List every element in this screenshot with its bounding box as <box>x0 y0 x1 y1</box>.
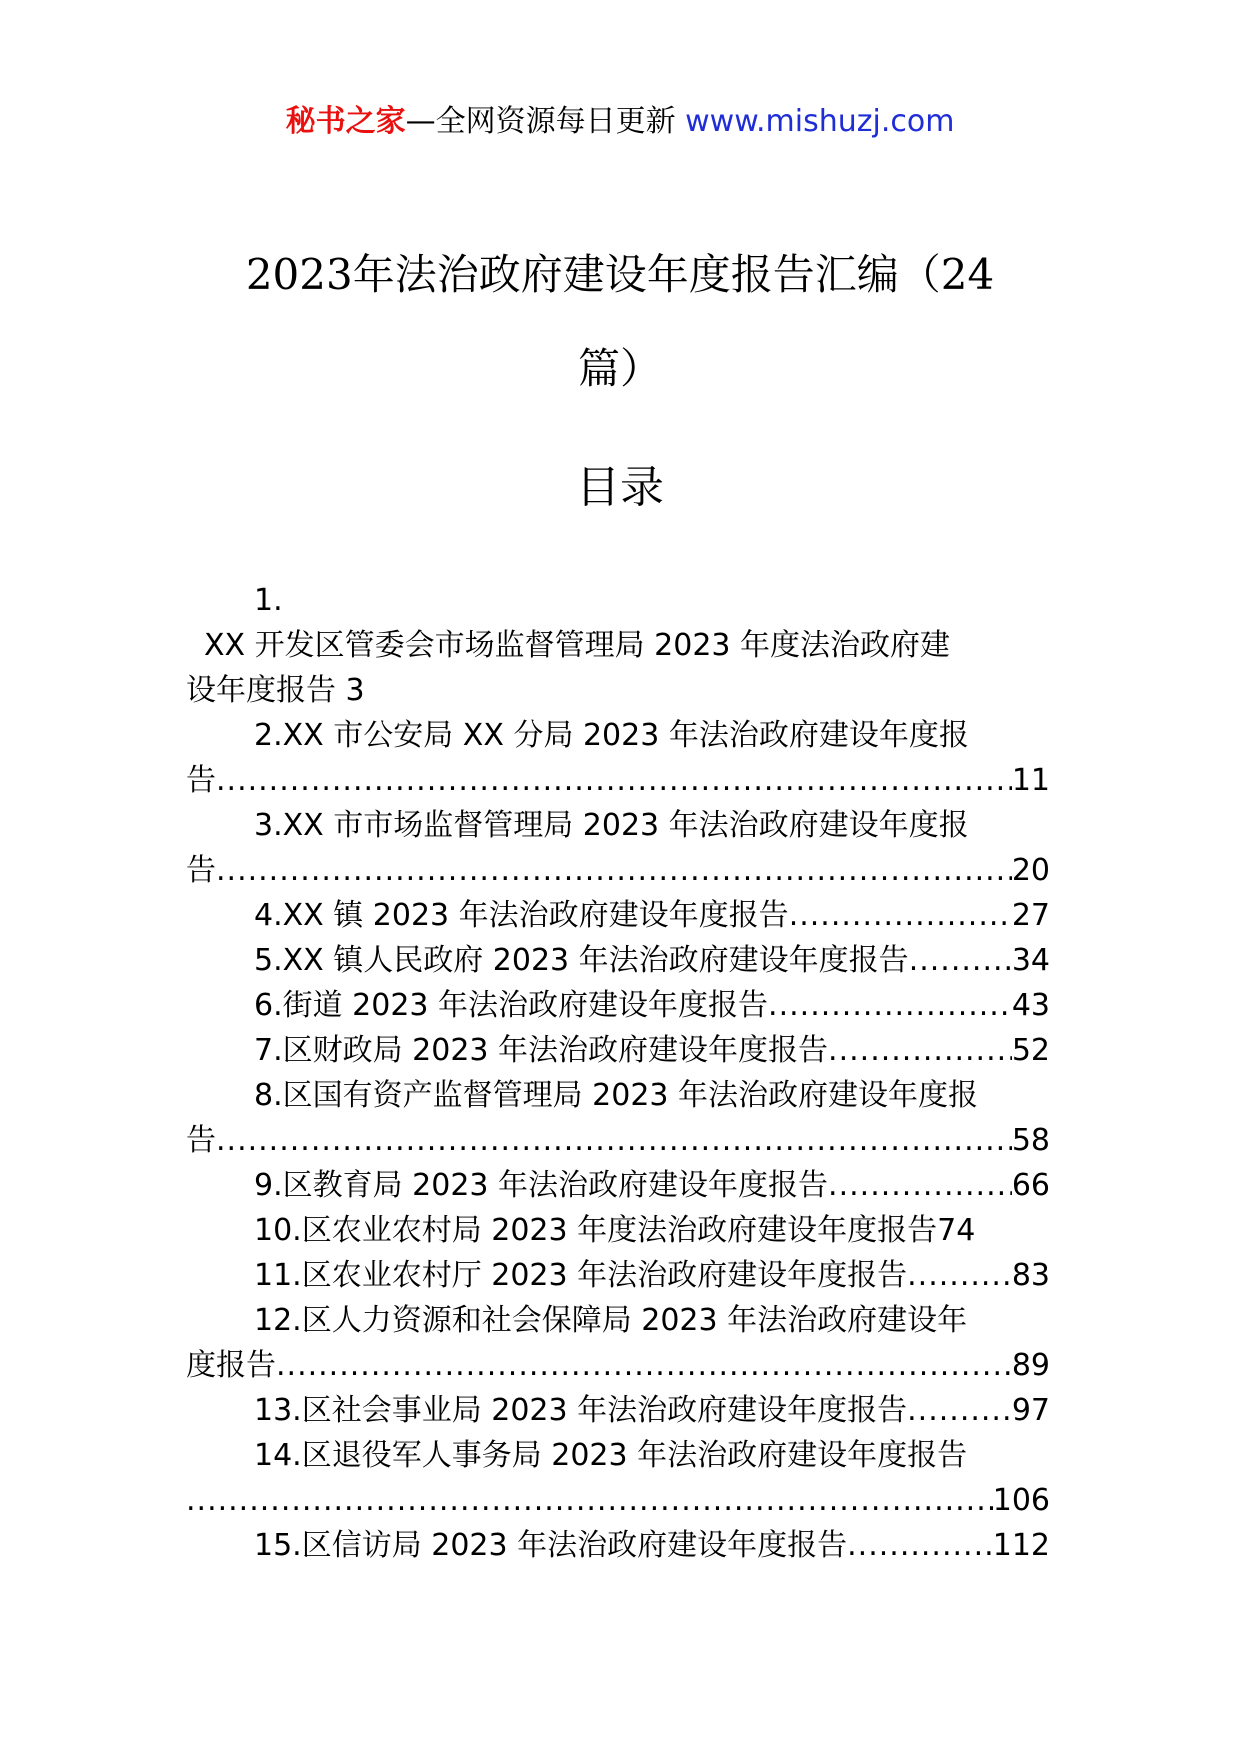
title-line-2: 篇） <box>577 344 662 393</box>
toc-page-number: 106 <box>992 1483 1050 1518</box>
toc-entry-number: 1. <box>254 583 283 618</box>
toc-page-number: 112 <box>992 1528 1050 1563</box>
site-url-link[interactable]: www.mishuzj.com <box>685 104 955 139</box>
dot-leader <box>216 1118 1012 1163</box>
toc-entry-text: 11.区农业农村厅 2023 年法治政府建设年度报告 <box>254 1258 908 1293</box>
toc-entry-8-line2[interactable] <box>186 1118 1050 1163</box>
toc-entry-2-line2[interactable] <box>186 758 1050 803</box>
toc-entry-text: 度报告 <box>186 1348 276 1383</box>
title-year: 2023 <box>245 250 353 299</box>
toc-entry-1-line2[interactable] <box>186 668 1050 713</box>
toc-entry-12-line1[interactable] <box>186 1298 1050 1343</box>
document-title <box>200 228 1040 416</box>
toc-entry-text: 告 <box>186 853 216 888</box>
title-text: 年法治政府建设年度报告汇编（ <box>352 250 941 299</box>
toc-page-number: 11 <box>1011 763 1050 798</box>
toc-page-number: 74 <box>937 1213 976 1248</box>
toc-entry-text: 3.XX 市市场监督管理局 2023 年法治政府建设年度报 <box>254 808 969 843</box>
toc-entry-9[interactable] <box>186 1163 1050 1208</box>
site-header <box>0 100 1240 144</box>
toc-entry-3-line1[interactable] <box>186 803 1050 848</box>
toc-page-number: 20 <box>1011 853 1050 888</box>
toc-entry-text: 告 <box>186 1123 216 1158</box>
toc-entry-14-line2[interactable] <box>186 1478 1050 1523</box>
toc-page-number: 83 <box>1011 1258 1050 1293</box>
toc-page-number: 58 <box>1011 1123 1050 1158</box>
toc-entry-text: 7.区财政局 2023 年法治政府建设年度报告 <box>254 1033 829 1068</box>
toc-entry-text: 2.XX 市公安局 XX 分局 2023 年法治政府建设年度报 <box>254 718 969 753</box>
dot-leader <box>789 893 1012 938</box>
toc-entry-12-line2[interactable] <box>186 1343 1050 1388</box>
toc-entry-5[interactable] <box>186 938 1050 983</box>
toc-entry-text: 9.区教育局 2023 年法治政府建设年度报告 <box>254 1168 829 1203</box>
toc-heading: 目录 <box>576 462 664 513</box>
toc-page-number: 97 <box>1011 1393 1050 1428</box>
toc-page-number: 52 <box>1011 1033 1050 1068</box>
toc-entry-text: 4.XX 镇 2023 年法治政府建设年度报告 <box>254 898 789 933</box>
toc-entry-6[interactable] <box>186 983 1050 1028</box>
dot-leader <box>768 983 1012 1028</box>
toc-entry-text: 告 <box>186 763 216 798</box>
toc-entry-text: 10.区农业农村局 2023 年度法治政府建设年度报告 <box>254 1213 938 1248</box>
toc-entry-text: 8.区国有资产监督管理局 2023 年法治政府建设年度报 <box>254 1078 979 1113</box>
toc-page-number: 34 <box>1011 943 1050 978</box>
title-line-1 <box>200 228 1040 322</box>
toc-entry-4[interactable] <box>186 893 1050 938</box>
dot-leader <box>828 1028 1012 1073</box>
toc-entry-text: XX 开发区管委会市场监督管理局 2023 年度法治政府建 <box>204 628 951 663</box>
toc-entry-text: 14.区退役军人事务局 2023 年法治政府建设年度报告 <box>254 1438 968 1473</box>
toc-entry-15[interactable] <box>186 1523 1050 1568</box>
toc-entry-11[interactable] <box>186 1253 1050 1298</box>
toc-page-number: 27 <box>1011 898 1050 933</box>
dot-leader <box>847 1523 993 1568</box>
toc-entry-text: 6.街道 2023 年法治政府建设年度报告 <box>254 988 769 1023</box>
toc-entry-text: 13.区社会事业局 2023 年法治政府建设年度报告 <box>254 1393 908 1428</box>
dot-leader <box>216 848 1012 893</box>
table-of-contents <box>186 578 1050 1568</box>
toc-page-number: 43 <box>1011 988 1050 1023</box>
header-tagline: —全网资源每日更新 <box>405 104 686 139</box>
toc-entry-10[interactable] <box>186 1208 1050 1253</box>
toc-entry-7[interactable] <box>186 1028 1050 1073</box>
dot-leader <box>907 1388 1012 1433</box>
brand-name: 秘书之家 <box>285 104 406 139</box>
toc-entry-text: 15.区信访局 2023 年法治政府建设年度报告 <box>254 1528 848 1563</box>
dot-leader <box>909 938 1012 983</box>
toc-entry-text: 12.区人力资源和社会保障局 2023 年法治政府建设年 <box>254 1303 968 1338</box>
toc-entry-1-line1[interactable] <box>186 623 1050 668</box>
title-count: 24 <box>940 250 995 299</box>
toc-entry-2-line1[interactable] <box>186 713 1050 758</box>
dot-leader <box>276 1343 1012 1388</box>
toc-entry-14-line1[interactable] <box>186 1433 1050 1478</box>
toc-entry-13[interactable] <box>186 1388 1050 1433</box>
dot-leader <box>907 1253 1012 1298</box>
dot-leader <box>186 1478 993 1523</box>
toc-page-number: 89 <box>1011 1348 1050 1383</box>
dot-leader <box>216 758 1012 803</box>
toc-entry-text: 设年度报告 3 <box>186 673 365 708</box>
toc-entry-text: 5.XX 镇人民政府 2023 年法治政府建设年度报告 <box>254 943 909 978</box>
toc-entry-1-number[interactable] <box>186 578 1050 623</box>
dot-leader <box>828 1163 1012 1208</box>
toc-entry-8-line1[interactable] <box>186 1073 1050 1118</box>
toc-page-number: 66 <box>1011 1168 1050 1203</box>
toc-entry-3-line2[interactable] <box>186 848 1050 893</box>
